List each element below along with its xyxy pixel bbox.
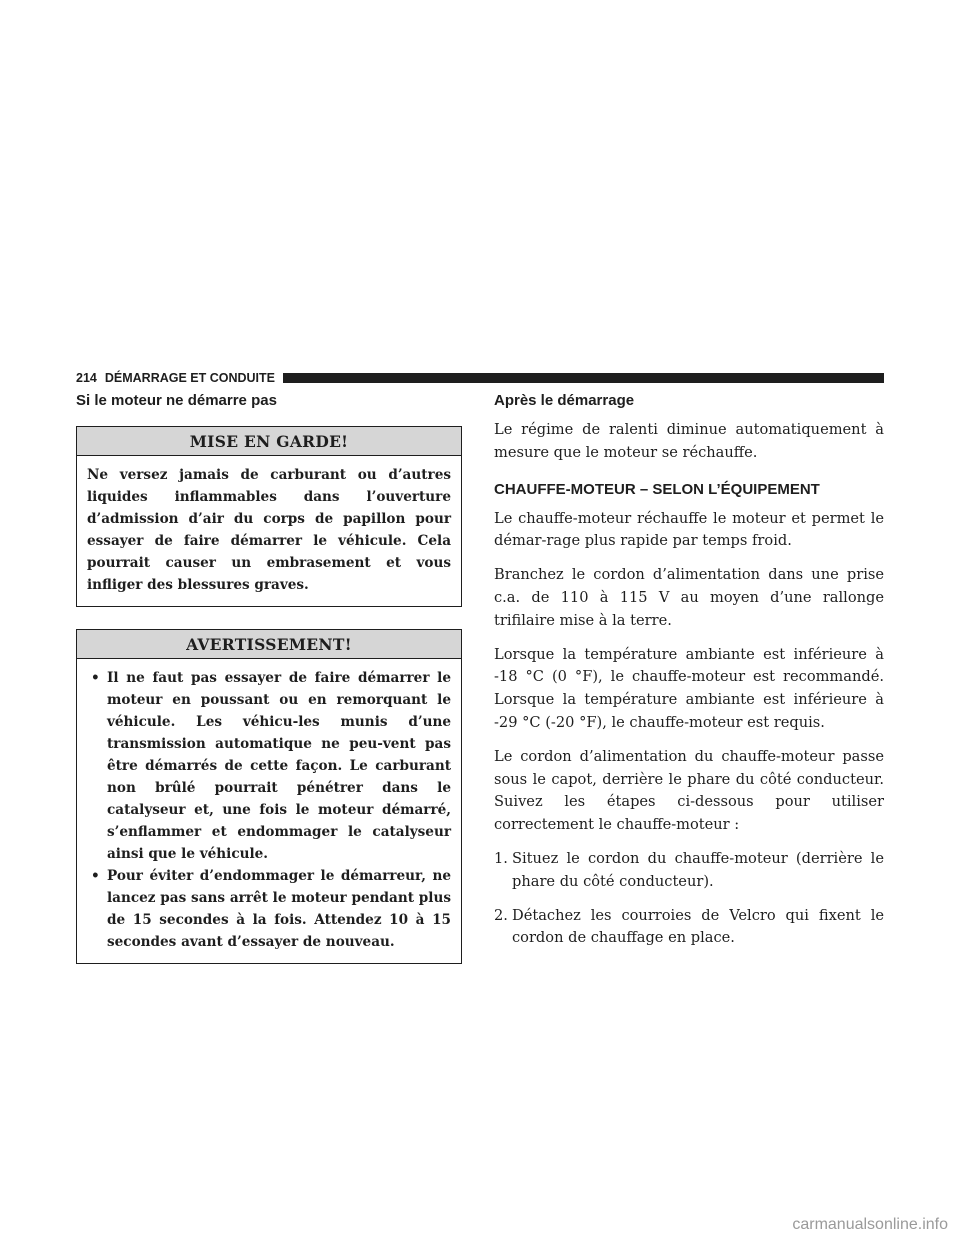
heading-after-start: Après le démarrage (494, 392, 635, 409)
paragraph-cord-routing: Le cordon d’alimentation du chauffe-moteur passe sous le capot, derrière le phare du côté conducteur. Suivez les étapes ci-dessous pour utiliser correctement le chauffe-moteur : (494, 747, 884, 834)
warning-item (87, 667, 451, 865)
step-item (494, 848, 884, 894)
steps-list (494, 848, 884, 950)
step-number: 1. (494, 849, 508, 867)
caution-title: MISE EN GARDE! (77, 427, 461, 456)
left-column (76, 392, 462, 964)
step-text: Situez le cordon du chauffe-moteur (derrière le phare du côté conducteur). (512, 849, 884, 890)
paragraph-temperature: Lorsque la température ambiante est inférieure à -18 °C (0 °F), le chauffe-moteur est recommandé. Lorsque la température ambiante est inférieure à -29 °C (-20 °F), le chauffe-moteur est requis. (494, 645, 884, 731)
paragraph-idle: Le régime de ralenti diminue automatiquement à mesure que le moteur se réchauffe. (494, 421, 884, 461)
right-column (494, 392, 884, 950)
page-header (76, 368, 884, 388)
step-number: 2. (494, 906, 508, 924)
header-rule (283, 373, 884, 383)
warning-item-text: Il ne faut pas essayer de faire démarrer le moteur en poussant ou en remorquant le véhicule. Les véhicu-les munis d’une transmission automatique ne peu-vent pas être démarrés de cette façon. Le carburant non brûlé pourrait pénétrer dans le catalyseur et, une fois le moteur démarré, s’enflammer et endommager le catalyseur ainsi que le véhicule. (107, 670, 451, 862)
warning-item (87, 865, 451, 953)
caution-text: Ne versez jamais de carburant ou d’autres liquides inflammables dans l’ouverture d’admission d’air du corps de papillon pour essayer de faire démarrer le véhicule. Cela pourrait causer un embrasement et vous infliger des blessures graves. (87, 467, 451, 593)
paragraph-heater-intro: Le chauffe-moteur réchauffe le moteur et permet le démar-rage plus rapide par temps froid. (494, 509, 884, 550)
step-text: Détachez les courroies de Velcro qui fixent le cordon de chauffage en place. (512, 906, 884, 947)
paragraph-power-cord: Branchez le cordon d’alimentation dans une prise c.a. de 110 à 115 V au moyen d’une rallonge trifilaire mise à la terre. (494, 566, 884, 629)
caution-box (76, 426, 462, 607)
section-title: DÉMARRAGE ET CONDUITE (104, 371, 276, 385)
bullet-icon: • (91, 868, 100, 884)
bullet-icon: • (91, 670, 100, 686)
warning-item-text: Pour éviter d’endommager le démarreur, ne lancez pas sans arrêt le moteur pendant plus de 15 secondes à la fois. Attendez 10 à 15 secondes avant d’essayer de nouveau. (107, 868, 451, 950)
warning-title: AVERTISSEMENT! (77, 630, 461, 659)
page-number: 214 (76, 371, 97, 385)
heading-engine-not-starting: Si le moteur ne démarre pas (76, 392, 277, 409)
warning-list (87, 667, 451, 953)
step-item (494, 905, 884, 951)
watermark: carmanualsonline.info (792, 1216, 948, 1233)
heading-block-heater: CHAUFFE-MOTEUR – SELON L’ÉQUIPEMENT (494, 480, 820, 498)
warning-box (76, 629, 462, 964)
